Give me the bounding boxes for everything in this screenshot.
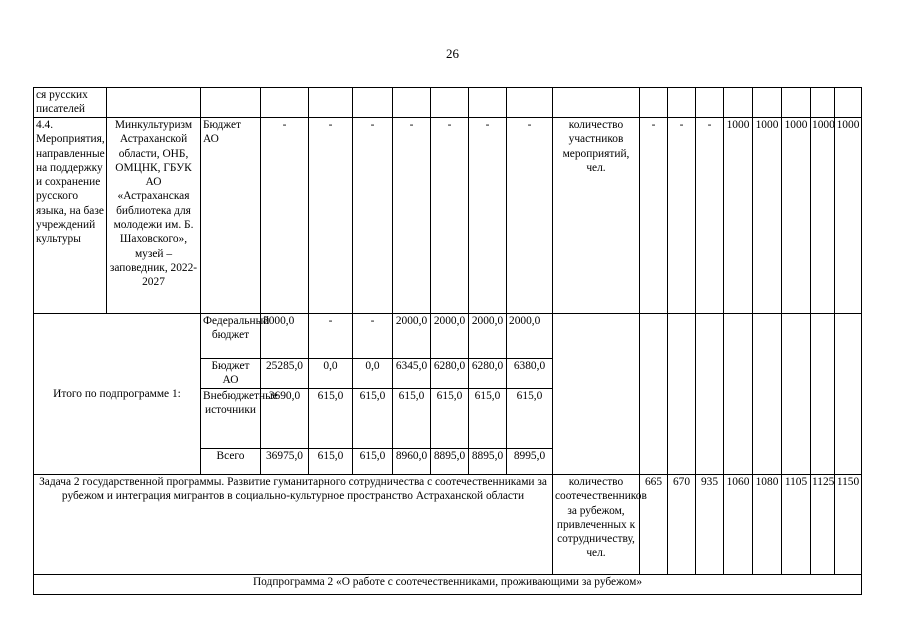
cell-value: - [353, 314, 393, 359]
cell-indicator-value: 1000 [724, 118, 753, 314]
cell-indicator-value: 1000 [753, 118, 782, 314]
cell-value: 615,0 [353, 449, 393, 475]
table-row [34, 88, 862, 118]
cell-indicator-value: 1080 [753, 475, 782, 575]
cell-value: - [309, 314, 353, 359]
cell-executor: Минкультуризм Астраханской области, ОНБ, ОМЦНК, ГБУК АО «Астраханская библиотека для молодежи им. Б. Шаховского», музей – заповедник, 2022-2027 [107, 118, 201, 314]
cell-subprogram-2: Подпрограмма 2 «О работе с соотечественниками, проживающими за рубежом» [34, 575, 862, 595]
cell-value: - [431, 118, 469, 314]
cell-value: 2000,0 [393, 314, 431, 359]
cell-value: 615,0 [309, 449, 353, 475]
cell-value: - [393, 118, 431, 314]
table-row [34, 475, 862, 575]
cell-indicator-value: 1000 [835, 118, 862, 314]
cell-value: 3690,0 [261, 389, 309, 449]
cell-value: 8000,0 [261, 314, 309, 359]
table-row [34, 314, 862, 359]
cell-value: 2000,0 [469, 314, 507, 359]
page-number: 26 [446, 46, 459, 61]
cell-value: 0,0 [309, 359, 353, 389]
cell-value: 0,0 [353, 359, 393, 389]
cell-value: 6345,0 [393, 359, 431, 389]
cell-indicator-value: 670 [668, 475, 696, 575]
cell-value: - [309, 118, 353, 314]
cell-value: 8895,0 [469, 449, 507, 475]
cell-value: 615,0 [431, 389, 469, 449]
cell-indicator-value: 1000 [782, 118, 811, 314]
cell-indicator-value: 935 [696, 475, 724, 575]
cell-indicator-value: 1060 [724, 475, 753, 575]
cell-activity-title: 4.4. Мероприятия, направленные на поддержку и сохранение русского языка, на базе учреждений культуры [34, 118, 107, 314]
cell-value: 615,0 [393, 389, 431, 449]
cell-indicator-value: 1105 [782, 475, 811, 575]
cell-value: 615,0 [353, 389, 393, 449]
cell-source: Бюджет АО [201, 118, 261, 314]
cell-task-2: Задача 2 государственной программы. Развитие гуманитарного сотрудничества с соотечественниками за рубежом и интеграция мигрантов в социально-культурное пространство Астраханской области [34, 475, 553, 575]
cell-total-label: Итого по подпрограмме 1: [34, 314, 201, 475]
cell-value: 8960,0 [393, 449, 431, 475]
cell-value: 36975,0 [261, 449, 309, 475]
cell-indicator-value: - [640, 118, 668, 314]
cell-value: 615,0 [309, 389, 353, 449]
cell-value: 2000,0 [431, 314, 469, 359]
program-table [33, 87, 862, 595]
cell-source: Федеральный бюджет [201, 314, 261, 359]
cell-indicator-value: 665 [640, 475, 668, 575]
cell-value: 6380,0 [507, 359, 553, 389]
table-row [34, 575, 862, 595]
cell-indicator-value: 1125 [811, 475, 835, 575]
table-row [34, 118, 862, 314]
cell-value: 615,0 [507, 389, 553, 449]
cell-value: 6280,0 [469, 359, 507, 389]
cell-indicator: количество соотечественников за рубежом, привлеченных к сотрудничеству, чел. [553, 475, 640, 575]
cell-value: 6280,0 [431, 359, 469, 389]
cell-indicator-value: - [668, 118, 696, 314]
cell-value: - [261, 118, 309, 314]
cell-source: Внебюджетные источники [201, 389, 261, 449]
cell-value: - [469, 118, 507, 314]
cell-value: 8995,0 [507, 449, 553, 475]
cell-indicator: количество участников мероприятий, чел. [553, 118, 640, 314]
cell-indicator-value: 1150 [835, 475, 862, 575]
cell-value: 615,0 [469, 389, 507, 449]
cell-source: Всего [201, 449, 261, 475]
cell-value: 8895,0 [431, 449, 469, 475]
cell-value: - [507, 118, 553, 314]
cell-value: 25285,0 [261, 359, 309, 389]
cell-indicator-value: 1000 [811, 118, 835, 314]
cell-indicator-value: - [696, 118, 724, 314]
cell-value: 2000,0 [507, 314, 553, 359]
cell-source: Бюджет АО [201, 359, 261, 389]
cell-value: - [353, 118, 393, 314]
cell-title-continued: ся русских писателей [34, 88, 107, 118]
